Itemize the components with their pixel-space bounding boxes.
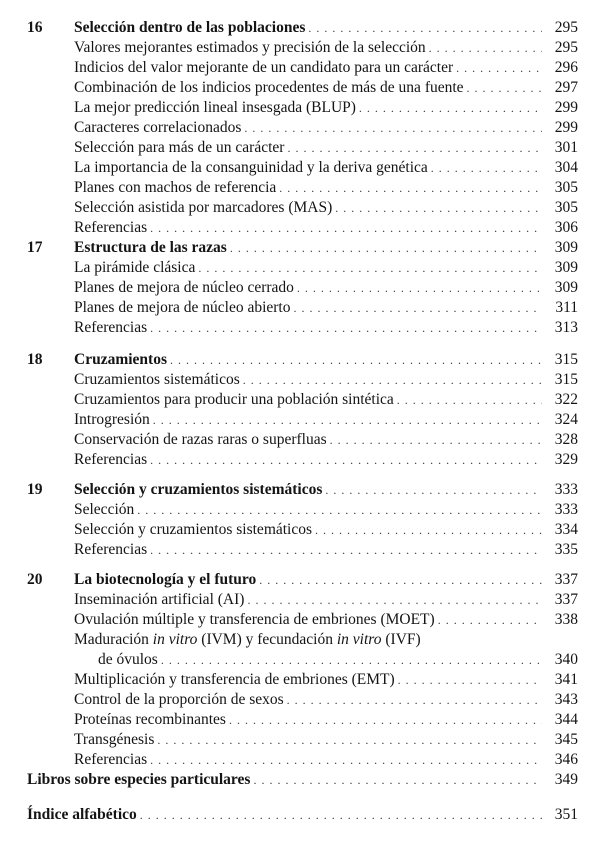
entry-title: Selección para más de un carácter: [74, 139, 285, 156]
entry-title: La pirámide clásica: [74, 259, 196, 276]
entry-title: Referencias: [74, 751, 148, 768]
entry-title: Caracteres correlacionados: [74, 119, 242, 136]
entry-title: Control de la proporción de sexos: [74, 691, 284, 708]
toc-entry: [0, 690, 600, 710]
page-number: 344: [554, 711, 578, 728]
chapter-title: Cruzamientos: [74, 351, 167, 368]
chapter-number: 18: [27, 351, 43, 368]
toc-entry: [0, 98, 600, 118]
entry-title: Cruzamientos sistemáticos: [74, 371, 240, 388]
toc-entry: [0, 370, 600, 390]
back-matter-entry: [0, 805, 600, 825]
entry-title: Transgénesis: [74, 731, 155, 748]
page-number: 299: [554, 99, 578, 116]
dot-leader: [157, 730, 542, 750]
page-number: 315: [554, 371, 578, 388]
dot-leader: [287, 690, 542, 710]
page-number: 299: [554, 119, 578, 136]
chapter-title: Selección y cruzamientos sistemáticos: [74, 481, 323, 498]
chapter-title: Estructura de las razas: [74, 239, 227, 256]
page-number: 328: [554, 431, 578, 448]
toc-entry: [0, 318, 600, 338]
page-number: 335: [554, 541, 578, 558]
dot-leader: [247, 590, 542, 610]
entry-title: Libros sobre especies particulares: [27, 771, 251, 788]
toc-entry: [0, 410, 600, 430]
toc-entry: [0, 298, 600, 318]
toc-entry: [0, 590, 600, 610]
dot-leader: [431, 158, 542, 178]
page-number: 301: [554, 139, 578, 156]
dot-leader: [456, 58, 542, 78]
page-number: 343: [554, 691, 578, 708]
page-number: 304: [554, 159, 578, 176]
toc-entry: [0, 670, 600, 690]
dot-leader: [244, 118, 542, 138]
back-matter-entry: [0, 770, 600, 790]
chapter-19: [0, 480, 600, 560]
entry-title: Ovulación múltiple y transferencia de embriones (MOET): [74, 611, 435, 628]
dot-leader: [259, 570, 542, 590]
entry-title: Selección asistida por marcadores (MAS): [74, 199, 333, 216]
dot-leader: [467, 78, 542, 98]
dot-leader: [243, 370, 542, 390]
entry-title: La importancia de la consanguinidad y la deriva genética: [74, 159, 428, 176]
page-number: 346: [554, 751, 578, 768]
chapter-17: [0, 238, 600, 338]
dot-leader: [335, 198, 542, 218]
dot-leader: [150, 540, 542, 560]
toc-entry: [0, 390, 600, 410]
toc-entry: [0, 158, 600, 178]
dot-leader: [198, 258, 542, 278]
toc-entry: [0, 118, 600, 138]
toc-entry: [0, 540, 600, 560]
chapter-heading: [0, 570, 600, 590]
dot-leader: [330, 430, 542, 450]
entry-title: Planes de mejora de núcleo cerrado: [74, 279, 294, 296]
dot-leader: [287, 138, 542, 158]
entry-title: Referencias: [74, 319, 148, 336]
entry-title: Valores mejorantes estimados y precisión de la selección: [74, 39, 426, 56]
dot-leader: [429, 38, 542, 58]
entry-title: Planes de mejora de núcleo abierto: [74, 299, 291, 316]
dot-leader: [279, 178, 542, 198]
page-number: 309: [554, 239, 578, 256]
toc-entry: [0, 198, 600, 218]
page-number: 333: [554, 481, 578, 498]
toc-entry: [0, 450, 600, 470]
page-number: 345: [554, 731, 578, 748]
toc-entry: [0, 38, 600, 58]
entry-title: Proteínas recombinantes: [74, 711, 226, 728]
dot-leader: [397, 390, 542, 410]
page-number: 309: [554, 259, 578, 276]
dot-leader: [315, 520, 542, 540]
entry-title: Planes con machos de referencia: [74, 179, 277, 196]
dot-leader: [140, 805, 542, 825]
dot-leader: [150, 218, 542, 238]
page-number: 324: [554, 411, 578, 428]
toc-entry: [0, 710, 600, 730]
entry-title: Cruzamientos para producir una población sintética: [74, 391, 394, 408]
entry-title: Conservación de razas raras o superfluas: [74, 431, 327, 448]
toc-entry: [0, 278, 600, 298]
page-number: 296: [554, 59, 578, 76]
dot-leader: [294, 298, 543, 318]
chapter-number: 20: [27, 571, 43, 588]
dot-leader: [170, 350, 542, 370]
chapter-heading: [0, 480, 600, 500]
entry-title: Referencias: [74, 451, 148, 468]
toc-entry: [0, 218, 600, 238]
entry-title: de óvulos: [98, 651, 158, 668]
dot-leader: [438, 610, 542, 630]
page-number: 334: [554, 521, 578, 538]
toc-entry: [0, 750, 600, 770]
toc-entry: [0, 630, 600, 650]
page-number: 305: [554, 199, 578, 216]
page-number: 315: [554, 351, 578, 368]
toc-entry: [0, 78, 600, 98]
page-number: 341: [554, 671, 578, 688]
toc-entry: [0, 500, 600, 520]
chapter-heading: [0, 238, 600, 258]
dot-leader: [150, 750, 542, 770]
toc-entry: [0, 178, 600, 198]
dot-leader: [150, 318, 542, 338]
chapter-title: Selección dentro de las poblaciones: [74, 19, 306, 36]
page-number: 338: [554, 611, 578, 628]
entry-title: Combinación de los indicios procedentes de más de una fuente: [74, 79, 464, 96]
chapter-18: [0, 350, 600, 470]
page-number: 349: [554, 771, 578, 788]
toc-entry: [0, 520, 600, 540]
page-number: 351: [554, 806, 578, 823]
page-number: 340: [554, 651, 578, 668]
toc-entry: [0, 730, 600, 750]
entry-title: Inseminación artificial (AI): [74, 591, 245, 608]
entry-title: Índice alfabético: [27, 806, 137, 823]
chapter-number: 19: [27, 481, 43, 498]
dot-leader: [150, 450, 542, 470]
page-number: 311: [555, 299, 578, 316]
dot-leader: [325, 480, 542, 500]
toc-entry: [0, 430, 600, 450]
chapter-20: [0, 570, 600, 770]
dot-leader: [253, 770, 542, 790]
page-number: 297: [554, 79, 578, 96]
entry-title: Maduración in vitro (IVM) y fecundación in vitro (IVF): [74, 631, 421, 648]
page-number: 333: [554, 501, 578, 518]
toc-entry: [0, 58, 600, 78]
dot-leader: [398, 670, 542, 690]
chapter-16: [0, 18, 600, 238]
page-number: 295: [554, 19, 578, 36]
page-number: 306: [554, 219, 578, 236]
entry-title: Referencias: [74, 219, 148, 236]
entry-title: Multiplicación y transferencia de embriones (EMT): [74, 671, 395, 688]
dot-leader: [161, 650, 542, 670]
dot-leader: [297, 278, 542, 298]
page-number: 337: [554, 591, 578, 608]
entry-title: Referencias: [74, 541, 148, 558]
page-number: 313: [554, 319, 578, 336]
toc-entry: [0, 610, 600, 630]
entry-title: Indicios del valor mejorante de un candidato para un carácter: [74, 59, 454, 76]
entry-title: Selección: [74, 501, 135, 518]
page-number: 337: [554, 571, 578, 588]
toc-entry-continuation: [0, 650, 600, 670]
dot-leader: [359, 98, 542, 118]
chapter-number: 16: [27, 19, 43, 36]
chapter-heading: [0, 350, 600, 370]
dot-leader: [137, 500, 542, 520]
dot-leader: [230, 238, 542, 258]
chapter-number: 17: [27, 239, 43, 256]
entry-title: La mejor predicción lineal insesgada (BLUP): [74, 99, 356, 116]
toc-entry: [0, 138, 600, 158]
dot-leader: [229, 710, 542, 730]
page-number: 295: [554, 39, 578, 56]
page-number: 309: [554, 279, 578, 296]
chapter-heading: [0, 18, 600, 38]
chapter-title: La biotecnología y el futuro: [74, 571, 257, 588]
dot-leader: [153, 410, 542, 430]
page-number: 322: [554, 391, 578, 408]
entry-title: Selección y cruzamientos sistemáticos: [74, 521, 313, 538]
page-number: 329: [554, 451, 578, 468]
entry-title: Introgresión: [74, 411, 150, 428]
toc-entry: [0, 258, 600, 278]
page-number: 305: [554, 179, 578, 196]
dot-leader: [308, 18, 542, 38]
